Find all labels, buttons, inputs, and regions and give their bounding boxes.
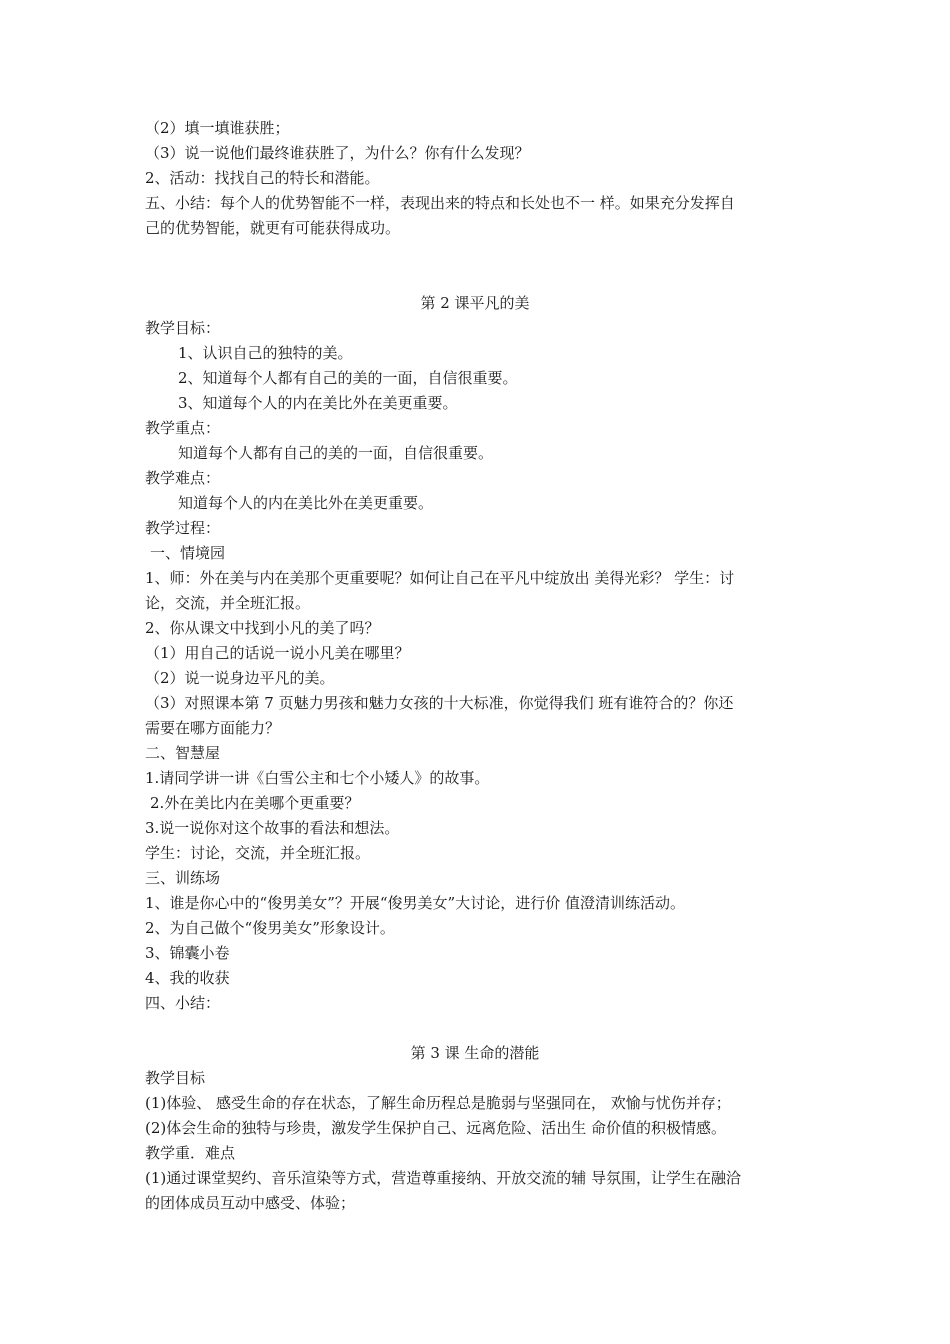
text-line: 教学目标：: [145, 319, 221, 337]
text-line: 学生：讨论，交流，并全班汇报。: [145, 844, 371, 862]
text-line: （3）对照课本第 7 页魅力男孩和魅力女孩的十大标准，你觉得我们 班有谁符合的？你还: [145, 694, 734, 712]
text-line: 2、你从课文中找到小凡的美了吗？: [145, 619, 380, 637]
text-line: （3）说一说他们最终谁获胜了，为什么？你有什么发现？: [145, 144, 530, 162]
text-line: 一、情境园: [150, 544, 226, 562]
text-line: （1）用自己的话说一说小凡美在哪里？: [145, 644, 410, 662]
text-line: 3.说一说你对这个故事的看法和想法。: [145, 819, 400, 837]
text-line: 二、智慧屋: [145, 744, 221, 762]
text-line: (2)体会生命的独特与珍贵，激发学生保护自己、远离危险、活出生 命价值的积极情感。: [145, 1119, 727, 1137]
text-line: 4、我的收获: [145, 969, 230, 987]
text-line: （2）说一说身边平凡的美。: [145, 669, 335, 687]
text-line: 教学重．难点: [145, 1144, 236, 1162]
text-line: 四、小结：: [145, 994, 221, 1012]
text-line: 2、活动：找找自己的特长和潜能。: [145, 169, 380, 187]
text-line: 1、认识自己的独特的美。: [178, 344, 353, 362]
text-line: 3、知道每个人的内在美比外在美更重要。: [178, 394, 458, 412]
section-title: 第 3 课 生命的潜能: [410, 1044, 540, 1062]
text-line: 教学难点：: [145, 469, 221, 487]
text-line: 教学目标: [145, 1069, 206, 1087]
text-line: 1、师：外在美与内在美那个更重要呢？如何让自己在平凡中绽放出 美得光彩？ 学生：讨: [145, 569, 735, 587]
text-line: (1)体验、 感受生命的存在状态，了解生命历程总是脆弱与坚强同在， 欢愉与忧伤并存；: [145, 1094, 731, 1112]
text-line: 2、为自己做个“俊男美女”形象设计。: [145, 919, 395, 937]
text-line: 论，交流，并全班汇报。: [145, 594, 311, 612]
text-line: 的团体成员互动中感受、体验；: [145, 1194, 356, 1212]
text-line: 1、谁是你心中的“俊男美女”？开展“俊男美女”大讨论，进行价 值澄清训练活动。: [145, 894, 685, 912]
text-line: 需要在哪方面能力？: [145, 719, 281, 737]
text-line: 教学过程：: [145, 519, 221, 537]
text-line: 1.请同学讲一讲《白雪公主和七个小矮人》的故事。: [145, 769, 490, 787]
text-line: 五、小结：每个人的优势智能不一样，表现出来的特点和长处也不一 样。如果充分发挥自: [145, 194, 735, 212]
text-line: 己的优势智能，就更有可能获得成功。: [145, 219, 401, 237]
text-line: 知道每个人都有自己的美的一面，自信很重要。: [178, 444, 494, 462]
text-line: 2、知道每个人都有自己的美的一面，自信很重要。: [178, 369, 518, 387]
text-line: 知道每个人的内在美比外在美更重要。: [178, 494, 434, 512]
text-line: 3、锦囊小卷: [145, 944, 230, 962]
text-line: (1)通过课堂契约、音乐渲染等方式，营造尊重接纳、开放交流的辅 导氛围，让学生在融洽: [145, 1169, 742, 1187]
section-title: 第 2 课平凡的美: [420, 294, 530, 312]
text-line: （2）填一填谁获胜；: [145, 119, 290, 137]
text-line: 2.外在美比内在美哪个更重要？: [150, 794, 360, 812]
text-line: 教学重点：: [145, 419, 221, 437]
text-line: 三、训练场: [145, 869, 221, 887]
